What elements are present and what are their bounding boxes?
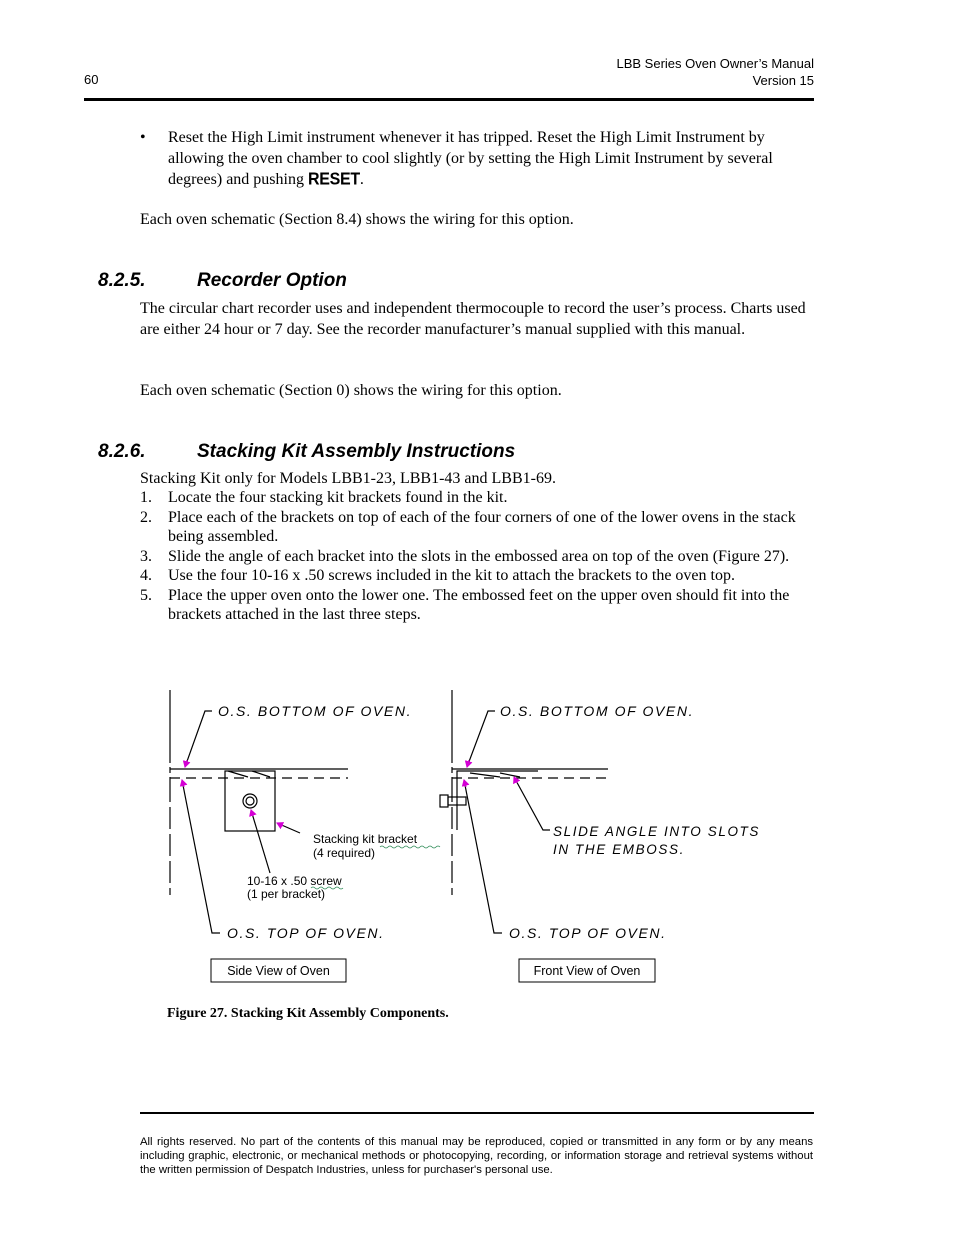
footer-divider: [140, 1112, 814, 1114]
angle-slot-line: [470, 773, 500, 777]
list-item: [140, 508, 815, 547]
bracket-count-label: (4 required): [313, 846, 376, 860]
page-number: 60: [84, 72, 99, 87]
angle-slot-line: [500, 773, 520, 777]
step-number: 1.: [140, 489, 152, 506]
header-divider: [84, 98, 814, 101]
section-heading-stacking-kit: [98, 441, 515, 463]
bracket-label: Stacking kit bracket: [313, 832, 418, 846]
recorder-description: The circular chart recorder uses and independent thermocouple to record the user’s process. Charts used are either 24 hour or 7 day. See the recorder manufacturer’s manual supplied with this manual.: [140, 300, 806, 338]
front-bottom-label: O.S. BOTTOM OF OVEN.: [500, 703, 695, 719]
list-item: [140, 566, 815, 586]
screw-leader: [251, 810, 270, 873]
slide-label: SLIDE ANGLE INTO SLOTS: [553, 824, 761, 839]
manual-version: Version 15: [752, 73, 814, 88]
stacking-bracket: [225, 771, 275, 831]
top-leader: [182, 780, 220, 933]
step-number: 3.: [140, 547, 152, 565]
top-leader: [464, 780, 502, 933]
bullet-text: [168, 127, 815, 190]
wiring-note-recorder: Each oven schematic (Section 0) shows the wiring for this option.: [140, 382, 562, 399]
bracket-angle-line: [228, 771, 248, 777]
step-text: Place each of the brackets on top of each of the four corners of one of the lower ovens in the stack being assembled.: [168, 508, 796, 545]
list-item: [140, 586, 815, 625]
list-item: [140, 488, 815, 508]
bracket-angle-line: [252, 771, 270, 777]
screw-hole: [243, 794, 257, 808]
side-view-label: Side View of Oven: [227, 964, 330, 978]
section-number: 8.2.5.: [98, 270, 146, 291]
screw-hole-inner: [246, 797, 254, 805]
step-text: Place the upper oven onto the lower one. The embossed feet on the upper oven should fit into the brackets attached in the last three steps.: [168, 586, 790, 623]
figure-caption: Figure 27. Stacking Kit Assembly Components.: [167, 1006, 449, 1021]
bottom-leader: [185, 711, 212, 767]
assembly-steps: [140, 488, 815, 625]
front-view-drawing: [440, 690, 608, 933]
section-title: Stacking Kit Assembly Instructions: [197, 441, 516, 462]
step-text: Use the four 10-16 x .50 screws included in the kit to attach the brackets to the oven top.: [168, 567, 735, 584]
wiring-note-high-limit: Each oven schematic (Section 8.4) shows the wiring for this option.: [140, 211, 574, 228]
section-number: 8.2.6.: [98, 441, 146, 462]
spellcheck-mark: [380, 846, 440, 848]
stacking-kit-figure: [160, 685, 780, 990]
bullet-period: .: [359, 171, 364, 188]
bottom-leader: [467, 711, 495, 767]
section-heading-recorder: [98, 270, 347, 292]
slide-label-2: IN THE EMBOSS.: [553, 842, 685, 857]
front-view-label: Front View of Oven: [533, 964, 641, 978]
step-text: Slide the angle of each bracket into the slots in the embossed area on top of the oven (Figure 27).: [168, 547, 790, 565]
reset-key-label: RESET: [307, 170, 360, 189]
stacking-kit-intro: Stacking Kit only for Models LBB1-23, LBB1-43 and LBB1-69.: [140, 470, 556, 487]
manual-title: LBB Series Oven Owner’s Manual: [616, 56, 814, 71]
front-top-label: O.S. TOP OF OVEN.: [509, 925, 667, 941]
screw-count-label: (1 per bracket): [247, 887, 326, 901]
step-number: 4.: [140, 567, 152, 584]
bracket-profile: [457, 771, 538, 830]
bullet-body: Reset the High Limit instrument whenever it has tripped. Reset the High Limit Instrument by allowing the oven chamber to cool slightly (or by setting the High Limit Instrument by several degrees) and pushing: [168, 129, 773, 188]
side-top-label: O.S. TOP OF OVEN.: [227, 925, 385, 941]
arrow-icon: [277, 823, 283, 826]
side-bottom-label: O.S. BOTTOM OF OVEN.: [218, 703, 413, 719]
bullet-dot: •: [140, 129, 146, 146]
slide-leader: [514, 777, 550, 830]
copyright-notice: All rights reserved. No part of the contents of this manual may be reproduced, copied or transmitted in any form or by any means including graphic, electronic, or mechanical methods or photocopying, recording, or information storage and retrieval systems without the written permission of Despatch Industries, unless for purchaser's personal use.: [140, 1136, 813, 1176]
step-number: 2.: [140, 508, 152, 526]
screw-head: [440, 795, 448, 807]
reset-bullet: [140, 127, 815, 190]
screw-label: 10-16 x .50 screw: [247, 874, 342, 888]
page-header: [616, 55, 814, 89]
section-title: Recorder Option: [197, 270, 347, 291]
step-text: Locate the four stacking kit brackets found in the kit.: [168, 489, 508, 506]
list-item: [140, 547, 815, 567]
step-number: 5.: [140, 586, 152, 604]
